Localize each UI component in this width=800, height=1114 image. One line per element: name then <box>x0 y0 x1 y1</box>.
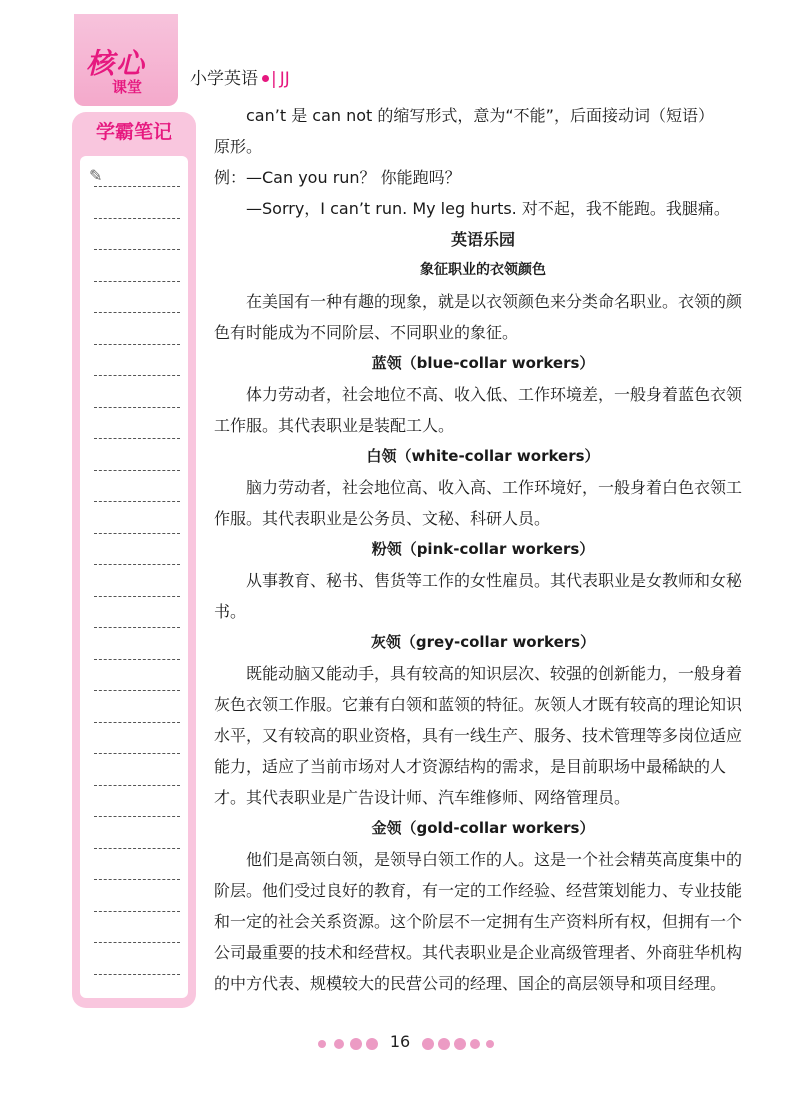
footer-dot <box>318 1040 326 1048</box>
note-line <box>94 249 180 250</box>
note-line <box>94 659 180 660</box>
page-header <box>0 0 800 110</box>
intro-line-1: can’t 是 can not 的缩写形式，意为“不能”，后面接动词（短语） <box>246 106 714 125</box>
article-intro: 在美国有一种有趣的现象，就是以衣领颜色来分类命名职业。衣领的颜色有时能成为不同阶层、不同职业的象征。 <box>214 292 743 342</box>
section-title: 英语乐园 <box>450 230 515 249</box>
notes-area <box>80 156 188 998</box>
note-line <box>94 344 180 345</box>
note-line <box>94 879 180 880</box>
grey-collar-text: 既能动脑又能动手，具有较高的知识层次、较强的创新能力，一般身着灰色衣领工作服。它兼有白领和蓝领的特征。灰领人才既有较高的理论知识水平，又有较高的职业资格，具有一线生产、服务、技术管理等多岗位适应能力，适应了当前市场对人才资源结构的需求，是目前职场中最稀缺的人才。其代表职业是广告设计师、汽车维修师、网络管理员。 <box>214 664 743 807</box>
book-series <box>190 64 290 89</box>
note-line <box>94 186 180 187</box>
intro-line-2: 原形。 <box>214 137 263 156</box>
subject-label: 小学英语 <box>190 69 258 89</box>
note-line <box>94 690 180 691</box>
example-question: 例：—Can you run？ 你能跑吗？ <box>214 168 461 187</box>
note-line <box>94 753 180 754</box>
note-line <box>94 375 180 376</box>
note-line <box>94 816 180 817</box>
pink-collar-heading: 粉领（pink-collar workers） <box>371 540 595 558</box>
page-footer <box>0 1034 800 1054</box>
pencil-icon: ✎ <box>89 166 103 185</box>
note-line <box>94 312 180 313</box>
footer-dot <box>454 1038 466 1050</box>
white-collar-text: 脑力劳动者，社会地位高、收入高、工作环境好，一般身着白色衣领工作服。其代表职业是公务员、文秘、科研人员。 <box>214 478 743 528</box>
footer-dot <box>334 1039 344 1049</box>
note-line <box>94 218 180 219</box>
note-line <box>94 911 180 912</box>
note-line <box>94 974 180 975</box>
blue-collar-heading: 蓝领（blue-collar workers） <box>371 354 595 372</box>
grey-collar-heading: 灰领（grey-collar workers） <box>370 633 596 651</box>
blue-collar-text: 体力劳动者，社会地位不高、收入低、工作环境差，一般身着蓝色衣领工作服。其代表职业是装配工人。 <box>214 385 743 435</box>
logo <box>74 14 178 106</box>
footer-dot <box>350 1038 362 1050</box>
footer-dot <box>470 1039 480 1049</box>
pink-collar-text: 从事教育、秘书、售货等工作的女性雇员。其代表职业是女教师和女秘书。 <box>214 571 743 621</box>
note-line <box>94 848 180 849</box>
divider: | <box>271 69 277 89</box>
note-line <box>94 281 180 282</box>
main-content <box>214 100 752 999</box>
gold-collar-text: 他们是高领白领，是领导白领工作的人。这是一个社会精英高度集中的阶层。他们受过良好的教育，有一定的工作经验、经营策划能力、专业技能和一定的社会关系资源。这个阶层不一定拥有生产资料所有权，但拥有一个公司最重要的技术和经营权。其代表职业是企业高级管理者、外商驻华机构的中方代表、规模较大的民营公司的经理、国企的高层领导和项目经理。 <box>214 850 743 993</box>
footer-dot <box>438 1038 450 1050</box>
note-line <box>94 942 180 943</box>
note-line <box>94 470 180 471</box>
note-line <box>94 564 180 565</box>
example-answer: —Sorry，I can’t run. My leg hurts. 对不起，我不能跑。我腿痛。 <box>246 199 730 218</box>
note-line <box>94 627 180 628</box>
white-collar-heading: 白领（white-collar workers） <box>366 447 600 465</box>
note-line <box>94 407 180 408</box>
logo-sub-text: 课堂 <box>112 78 143 96</box>
note-line <box>94 533 180 534</box>
bullet-icon <box>262 75 269 82</box>
note-line <box>94 438 180 439</box>
footer-dot <box>366 1038 378 1050</box>
gold-collar-heading: 金领（gold-collar workers） <box>371 819 595 837</box>
page-number: 16 <box>389 1032 411 1051</box>
article-title: 象征职业的衣领颜色 <box>420 262 546 278</box>
sidebar-title: 学霸笔记 <box>95 121 172 143</box>
notes-sidebar <box>72 112 196 1008</box>
footer-dot <box>422 1038 434 1050</box>
note-line <box>94 722 180 723</box>
logo-main-text: 核心 <box>86 47 147 80</box>
footer-dot <box>486 1040 494 1048</box>
grade-label: JJ <box>279 69 290 89</box>
note-line <box>94 596 180 597</box>
note-line <box>94 785 180 786</box>
note-line <box>94 501 180 502</box>
